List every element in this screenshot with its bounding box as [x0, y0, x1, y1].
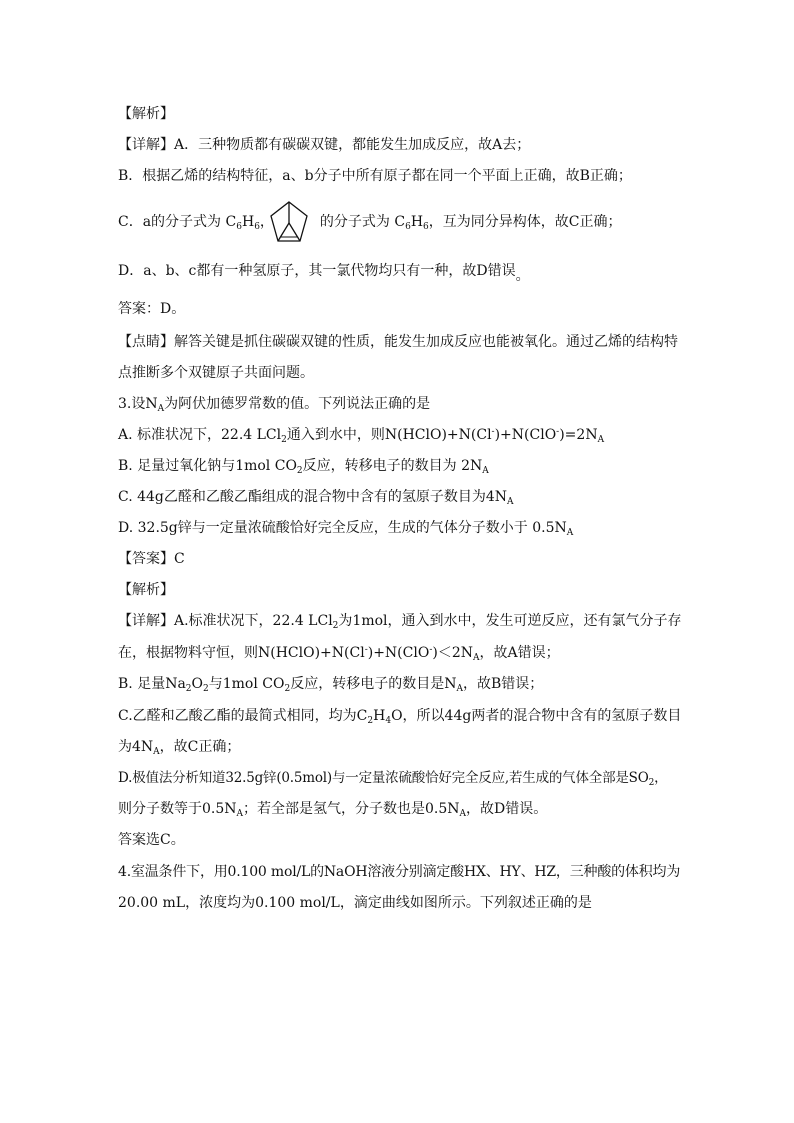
q3-explain-a-line-1: 【详解】A.标准状况下，22.4 LCl$_2$为1mol，通入到水中，发生可逆反应，还有氯气分子存	[118, 613, 682, 631]
q3-explain-c-line-2: 为$4N_A$，故C正确；	[118, 739, 241, 757]
detail-option-a: 【详解】A．三种物质都有碳碳双键，都能发生加成反应，故A去；	[118, 137, 531, 153]
q3-answer: 【答案】C	[118, 551, 185, 567]
answer-d: 答案：D。	[118, 301, 186, 317]
q3-final-answer: 答案选C。	[118, 832, 185, 848]
q3-option-d: D. 32.5g锌与一定量浓硫酸恰好完全反应，生成的气体分子数小于 $0.5N_A$	[118, 520, 574, 538]
q3-analysis-heading: 【解析】	[118, 582, 174, 598]
key-point-line-1: 【点睛】解答关键是抓住碳碳双键的性质，能发生加成反应也能被氧化。通过乙烯的结构特	[118, 334, 678, 350]
q3-explain-d-line-1: D.极值法分析知道32.5g锌(0.5mol)与一定量浓硫酸恰好完全反应,若生成的气体全部是$SO_2$，	[118, 770, 668, 788]
q3-explain-d-line-2: 则分子数等于$0.5N_A$；若全部是氢气，分子数也是$0.5N_A$，故D错误。	[118, 801, 548, 819]
key-point-line-2: 点推断多个双键原子共面问题。	[118, 365, 314, 381]
q3-option-c: C. 44g乙醛和乙酸乙酯组成的混合物中含有的氢原子数目为$4N_A$	[118, 489, 514, 507]
q3-explain-a-line-2: 在，根据物料守恒，则$N(HClO)+N(Cl^-)+N(ClO^-)<2N_A$，故A错误；	[118, 645, 560, 663]
q3-option-b: B. 足量过氧化钠与1mol $CO_2$反应，转移电子的数目为 $2N_A$	[118, 458, 489, 476]
bicyclic-molecule-structure-image	[268, 199, 310, 245]
q3-option-a: A. 标准状况下，22.4 LCl$_2$通入到水中，则$N(HClO)+N(Cl^-)+N(ClO^-)=2N_A$	[118, 427, 605, 445]
question-3-stem: 3.设$N_A$为阿伏加德罗常数的值。下列说法正确的是	[118, 396, 431, 414]
analysis-heading: 【解析】	[118, 106, 174, 122]
detail-option-b: B．根据乙烯的结构特征，a、b分子中所有原子都在同一个平面上正确，故B正确；	[118, 168, 632, 184]
detail-option-c: C．a的分子式为 $C_6H_6$， 的分子式为 $C_6H_6$，互为同分异构体，故C正确；	[118, 214, 622, 232]
question-4-stem-line-2: 20.00 mL，浓度均为0.100 mol/L，滴定曲线如图所示。下列叙述正确的是	[118, 895, 592, 911]
q3-explain-b: B. 足量$Na_2O_2$与1mol $CO_2$反应，转移电子的数目是$N_A$，故B错误；	[118, 676, 544, 694]
q3-explain-c-line-1: C.乙醛和乙酸乙酯的最简式相同，均为$C_2H_4O$，所以44g两者的混合物中含有的氢原子数目	[118, 708, 682, 726]
question-4-stem-line-1: 4.室温条件下，用0.100 mol/L的NaOH溶液分别滴定酸HX、HY、HZ，三种酸的体积均为	[118, 864, 681, 880]
detail-option-d: D．a、b、c都有一种氢原子，其一氯代物均只有一种，故D错误。	[118, 263, 530, 284]
